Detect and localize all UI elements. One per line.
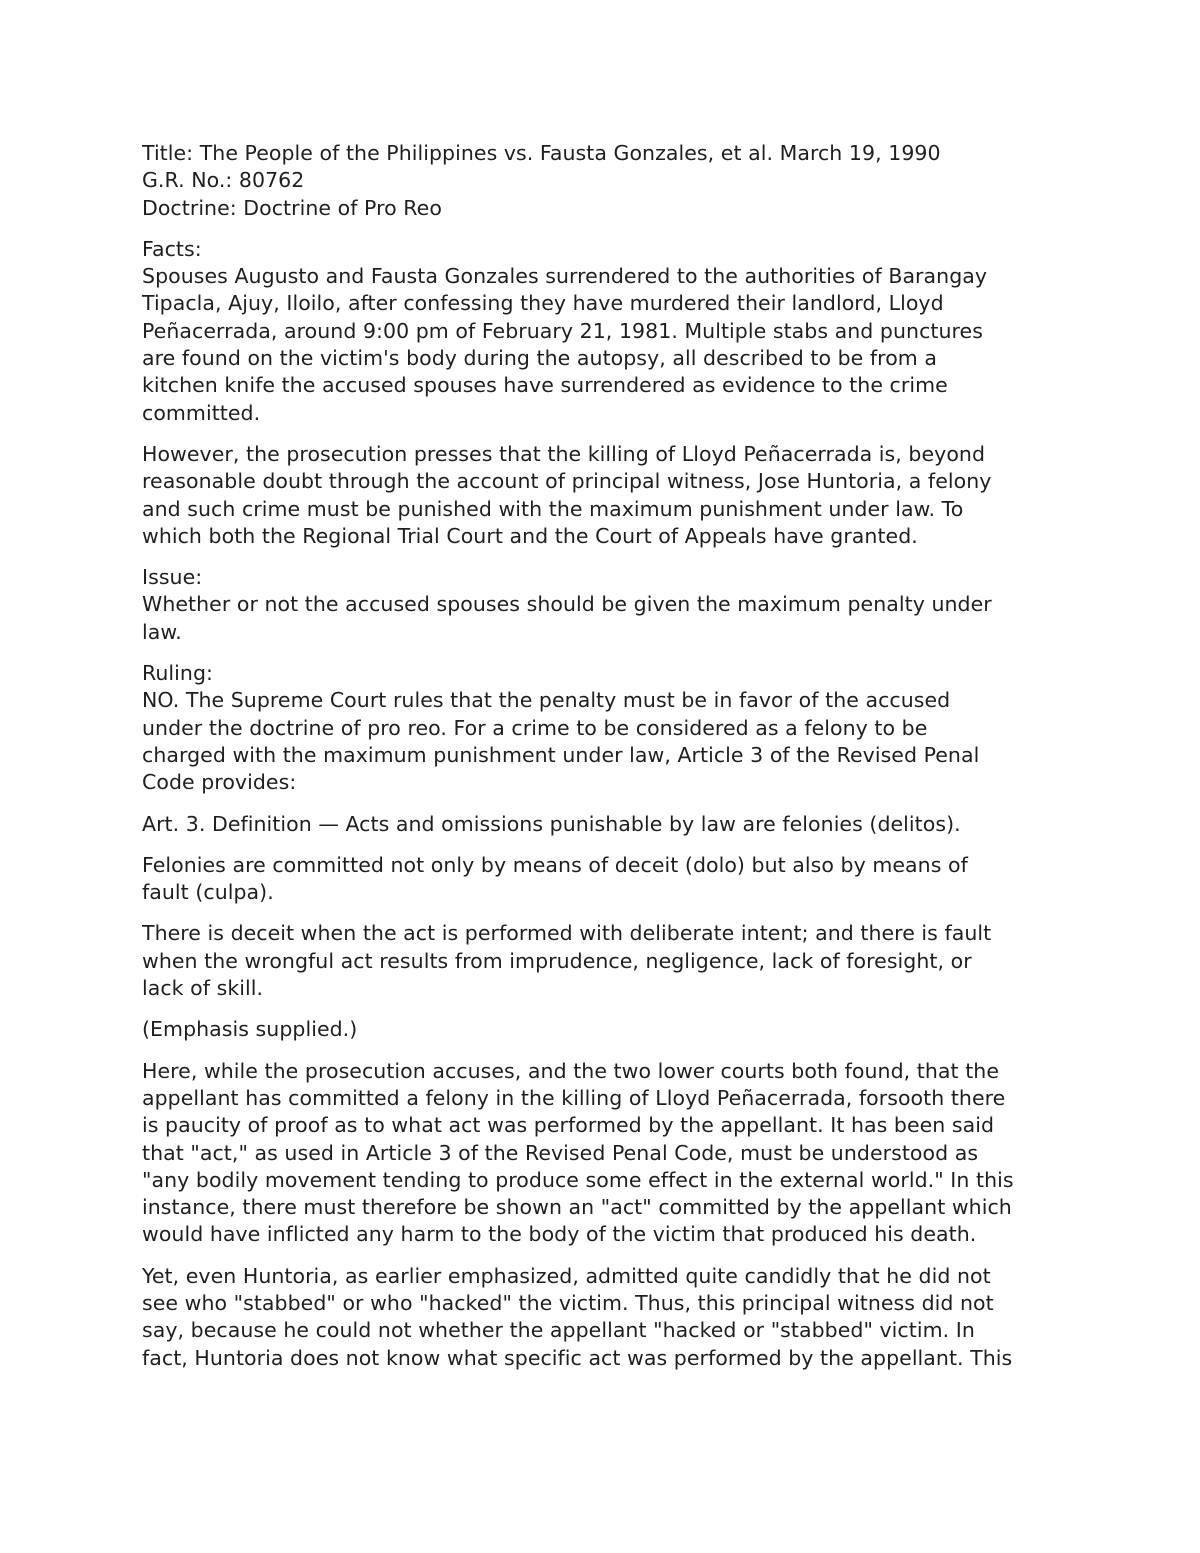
facts-paragraph-1	[142, 263, 1067, 427]
text-line: is paucity of proof as to what act was performed by the appellant. It has been said	[142, 1113, 995, 1138]
text-line: Yet, even Huntoria, as earlier emphasized, admitted quite candidly that he did not	[142, 1263, 991, 1288]
felonies-paragraph	[142, 852, 1067, 907]
text-line: appellant has committed a felony in the killing of Lloyd Peñacerrada, forsooth there	[142, 1085, 1006, 1110]
text-line: say, because he could not whether the appellant "hacked or "stabbed" victim. In	[142, 1318, 975, 1343]
text-line: Tipacla, Ajuy, Iloilo, after confessing they have murdered their landlord, Lloyd	[142, 291, 944, 316]
deceit-fault-paragraph	[142, 920, 1067, 1002]
text-line: However, the prosecution presses that the killing of Lloyd Peñacerrada is, beyond	[142, 441, 986, 466]
facts-paragraph-2	[142, 441, 1067, 550]
text-line: Felonies are committed not only by means of deceit (dolo) but also by means of	[142, 852, 968, 877]
issue-section	[142, 564, 1067, 646]
case-doctrine: Doctrine: Doctrine of Pro Reo	[142, 195, 442, 220]
text-line: are found on the victim's body during the autopsy, all described to be from a	[142, 346, 938, 371]
text-line: Spouses Augusto and Fausta Gonzales surrendered to the authorities of Barangay	[142, 264, 988, 289]
text-line: Whether or not the accused spouses should be given the maximum penalty under	[142, 592, 992, 617]
case-gr-number: G.R. No.: 80762	[142, 168, 305, 193]
text-line: Art. 3. Definition — Acts and omissions punishable by law are felonies (delitos).	[142, 811, 961, 836]
text-line: "any bodily movement tending to produce some effect in the external world." In this	[142, 1167, 1014, 1192]
article-3-definition	[142, 811, 1067, 838]
text-line: when the wrongful act results from imprudence, negligence, lack of foresight, or	[142, 948, 972, 973]
emphasis-note	[142, 1016, 1067, 1043]
text-line: fact, Huntoria does not know what specific act was performed by the appellant. This	[142, 1345, 1013, 1370]
text-line: law.	[142, 619, 182, 644]
analysis-paragraph	[142, 1058, 1067, 1249]
case-header	[142, 140, 1067, 222]
document-page	[142, 140, 1067, 1386]
text-line: committed.	[142, 400, 261, 425]
facts-section	[142, 236, 1067, 427]
text-line: kitchen knife the accused spouses have surrendered as evidence to the crime	[142, 373, 948, 398]
text-line: would have inflicted any harm to the body of the victim that produced his death.	[142, 1222, 977, 1247]
text-line: see who "stabbed" or who "hacked" the victim. Thus, this principal witness did not	[142, 1290, 994, 1315]
text-line: lack of skill.	[142, 976, 264, 1001]
text-line: There is deceit when the act is performed with deliberate intent; and there is fault	[142, 921, 992, 946]
ruling-heading: Ruling:	[142, 661, 213, 686]
text-line: which both the Regional Trial Court and the Court of Appeals have granted.	[142, 523, 918, 548]
text-line: charged with the maximum punishment under law, Article 3 of the Revised Penal	[142, 742, 980, 767]
text-line: instance, there must therefore be shown an "act" committed by the appellant which	[142, 1195, 1012, 1220]
case-title: Title: The People of the Philippines vs. Fausta Gonzales, et al. March 19, 1990	[142, 141, 941, 165]
text-line: under the doctrine of pro reo. For a crime to be considered as a felony to be	[142, 715, 928, 740]
text-line: fault (culpa).	[142, 880, 274, 905]
issue-heading: Issue:	[142, 565, 203, 590]
facts-heading: Facts:	[142, 236, 202, 261]
witness-paragraph	[142, 1263, 1067, 1372]
ruling-section	[142, 660, 1067, 796]
text-line: Peñacerrada, around 9:00 pm of February 21, 1981. Multiple stabs and punctures	[142, 318, 983, 343]
text-line: reasonable doubt through the account of principal witness, Jose Huntoria, a felony	[142, 469, 992, 494]
text-line: (Emphasis supplied.)	[142, 1017, 358, 1042]
text-line: and such crime must be punished with the maximum punishment under law. To	[142, 496, 964, 521]
text-line: NO. The Supreme Court rules that the penalty must be in favor of the accused	[142, 688, 951, 713]
text-line: Code provides:	[142, 770, 297, 795]
text-line: that "act," as used in Article 3 of the Revised Penal Code, must be understood as	[142, 1140, 979, 1165]
text-line: Here, while the prosecution accuses, and the two lower courts both found, that the	[142, 1058, 999, 1083]
